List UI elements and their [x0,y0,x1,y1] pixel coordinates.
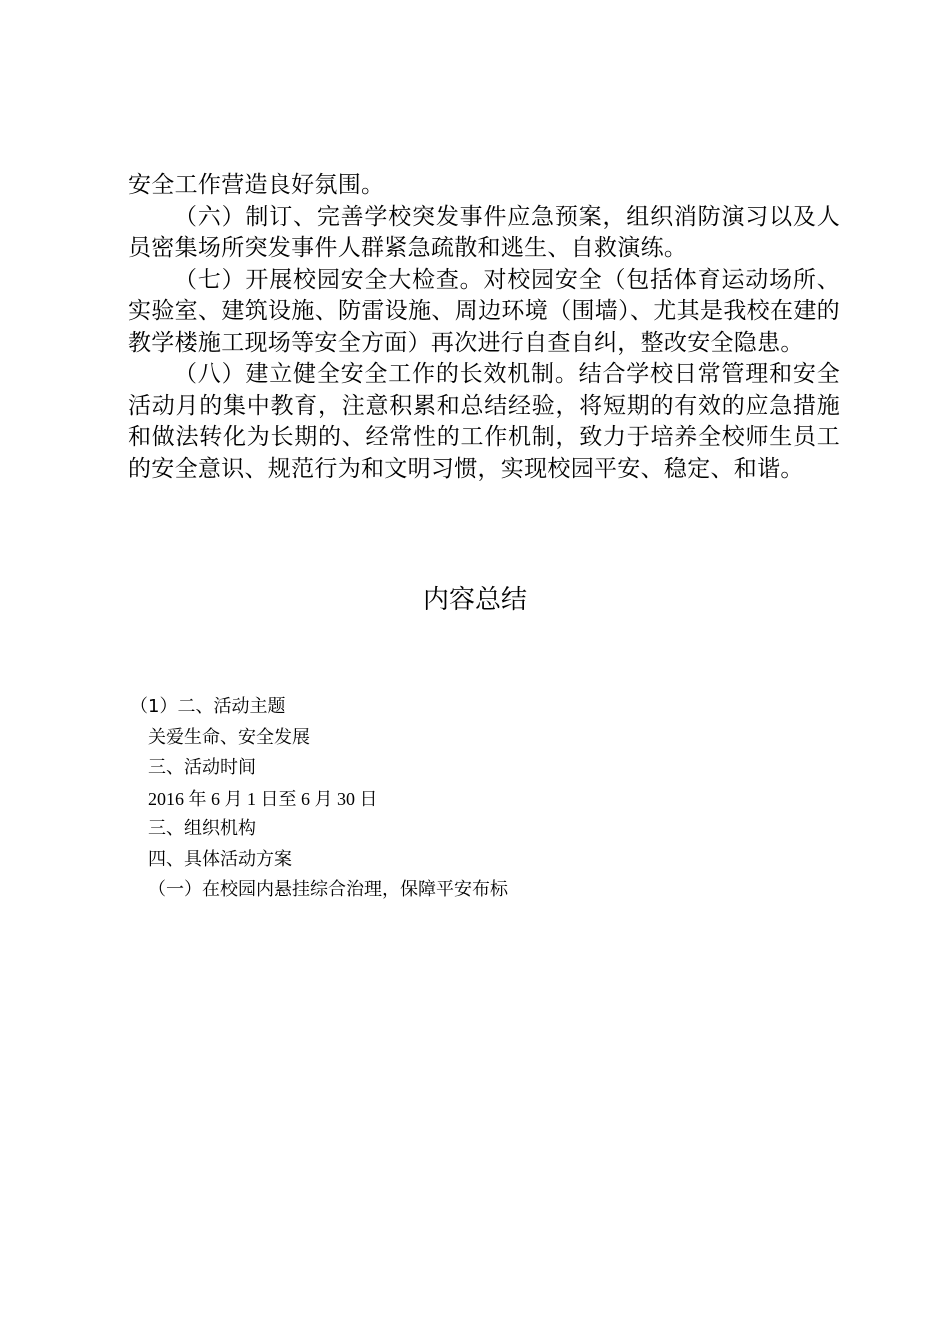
paragraph-7: （七）开展校园安全大检查。对校园安全（包括体育运动场所、实验室、建筑设施、防雷设施、周边环境（围墙）、尤其是我校在建的教学楼施工现场等安全方面）再次进行自查自纠，整改安全隐患。 [128,266,840,356]
summary-line-1: （1）二、活动主题 [130,696,286,717]
summary-title: 内容总结 [422,585,527,615]
summary-line-3: 三、活动时间 [148,757,256,778]
summary-line-4: 2016 年 6 月 1 日至 6 月 30 日 [148,788,378,809]
summary-line-2: 关爱生命、安全发展 [148,726,310,748]
summary-line-5: 三、组织机构 [148,818,256,839]
paragraph-1: 安全工作营造良好氛围。 [128,172,385,198]
summary-section [130,692,830,906]
body-text [128,170,840,485]
paragraph-6: （六）制订、完善学校突发事件应急预案，组织消防演习以及人员密集场所突发事件人群紧急疏散和逃生、自救演练。 [128,203,840,261]
summary-line-6: 四、具体活动方案 [148,848,292,870]
summary-line-7: （一）在校园内悬挂综合治理，保障平安布标 [148,879,508,900]
paragraph-8: （八）建立健全安全工作的长效机制。结合学校日常管理和安全活动月的集中教育，注意积累和总结经验，将短期的有效的应急措施和做法转化为长期的、经常性的工作机制，致力于培养全校师生员工的安全意识、规范行为和文明习惯，实现校园平安、稳定、和谐。 [128,361,840,482]
